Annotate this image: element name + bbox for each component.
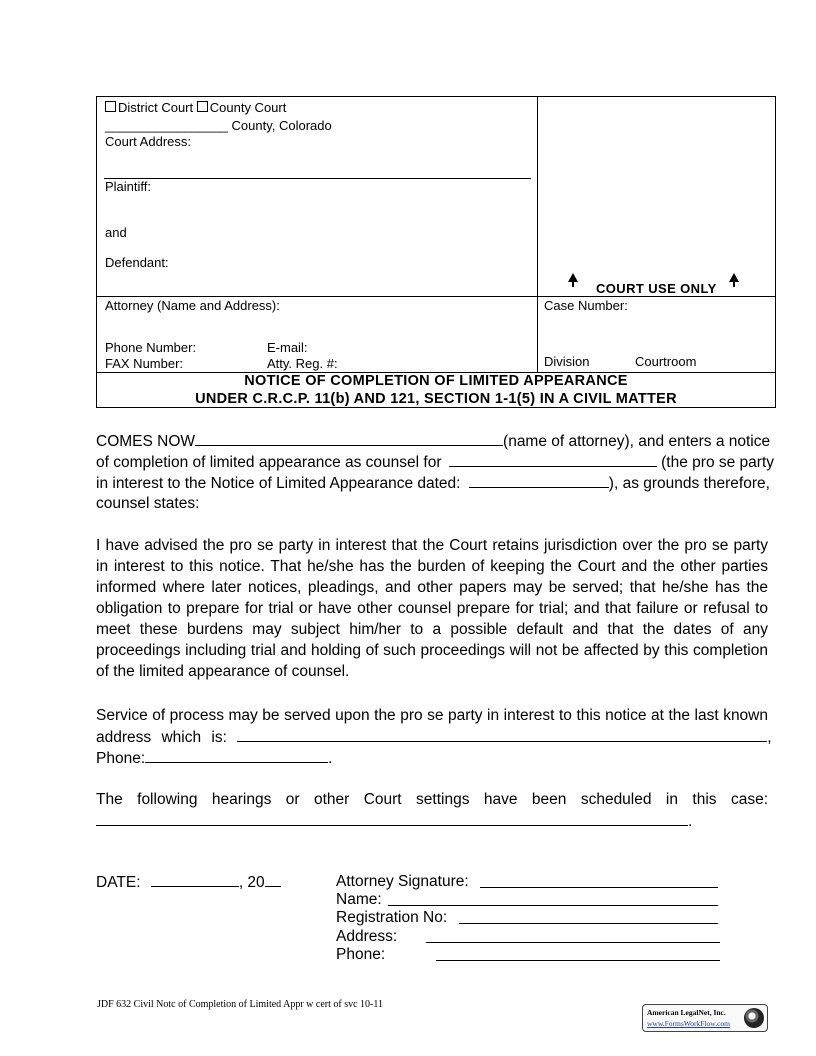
address-line [96, 726, 772, 748]
registration-no-label: Registration No: [336, 909, 448, 926]
email-label: E-mail: [267, 340, 308, 355]
attorney-signature-label: Attorney Signature: [336, 873, 469, 890]
document-title: NOTICE OF COMPLETION OF LIMITED APPEARANCE [244, 373, 628, 389]
courtroom-label: Courtroom [635, 354, 697, 369]
case-caption [96, 96, 776, 408]
address-label: Address: [336, 928, 398, 945]
date-year-prefix: , 20 [238, 874, 265, 891]
logo-url-link[interactable]: www.FormsWorkFlow.com [647, 1019, 731, 1028]
service-line-1: Service of process may be served upon the pro se party in interest to this notice at the last known [96, 707, 768, 724]
comes-now-line [96, 430, 770, 452]
atty-reg-label: Atty. Reg. #: [267, 356, 338, 371]
name-of-attorney-text: (name of attorney), and enters a notice [503, 433, 771, 450]
hearings-period: . [688, 813, 693, 830]
counsel-for-line [96, 451, 774, 473]
pro-se-party-field[interactable] [449, 451, 657, 467]
defendant-label: Defendant: [105, 255, 169, 270]
notice-dated-text: in interest to the Notice of Limited Appearance dated: [96, 475, 461, 492]
attorney-label: Attorney (Name and Address): [105, 298, 280, 313]
caption-divider-vertical [537, 97, 538, 372]
plaintiff-label: Plaintiff: [105, 179, 152, 194]
document-subtitle: UNDER C.R.C.P. 11(b) AND 121, SECTION 1-1(5) IN A CIVIL MATTER [195, 391, 677, 407]
court-address-line [104, 178, 531, 179]
district-court-checkbox[interactable] [105, 101, 116, 112]
court-use-only-label: COURT USE ONLY [596, 281, 717, 296]
notice-date-field[interactable] [469, 472, 609, 488]
up-arrow-icon [729, 273, 739, 282]
county-field[interactable]: _________________ County, Colorado [105, 118, 332, 133]
date-year-field[interactable] [265, 871, 281, 887]
form-id-footer: JDF 632 Civil Notc of Completion of Limited Appr w cert of svc 10-11 [97, 999, 383, 1010]
county-court-label: County Court [209, 100, 287, 115]
attorney-name-field[interactable] [195, 430, 503, 446]
hearings-line: The following hearings or other Court settings have been scheduled in this case: [96, 791, 768, 808]
up-arrow-icon [568, 273, 578, 282]
attorney-signature-field[interactable] [480, 887, 718, 888]
name-label: Name: [336, 891, 382, 908]
caption-divider-1 [97, 296, 775, 297]
pro-se-party-text: (the pro se party [661, 454, 774, 471]
court-type-row [105, 100, 286, 115]
fax-number-label: FAX Number: [105, 356, 184, 371]
date-line [96, 871, 281, 893]
pro-se-phone-field[interactable] [145, 747, 328, 763]
globe-icon [744, 1008, 764, 1028]
date-label: DATE: [96, 874, 141, 891]
last-known-address-field[interactable] [237, 726, 767, 742]
address-which-is-text: address which is: [96, 729, 227, 746]
phone-number-label: Phone Number: [105, 340, 197, 355]
case-number-label: Case Number: [544, 298, 628, 313]
registration-no-field[interactable] [459, 923, 718, 924]
publisher-logo[interactable] [642, 1004, 768, 1032]
jurisdiction-paragraph: I have advised the pro se party in interest that the Court retains jurisdiction over the pro se party in interest to this notice. That he/she has the burden of keeping the Court and the other parties informed where later notices, pleadings, and other papers may be served; that he/she has the obligation to prepare for trial or have other counsel prepare for trial; and that failure or refusal to meet these burdens may subject him/her to a possible default and that the dates of any proceedings including trial and holding of such proceedings will not be affected by this completion of the limited appearance of counsel. [96, 537, 768, 680]
comes-now-text: COMES NOW [96, 433, 196, 450]
phone-period: . [328, 750, 333, 767]
court-address-label: Court Address: [105, 134, 191, 149]
grounds-text: ), as grounds therefore, [608, 475, 770, 492]
district-court-label: District Court [118, 100, 194, 115]
name-field[interactable] [388, 905, 718, 906]
and-label: and [105, 225, 127, 240]
date-day-field[interactable] [151, 871, 239, 887]
counsel-for-text: of completion of limited appearance as counsel for [96, 454, 442, 471]
counsel-states-line: counsel states: [96, 495, 200, 512]
phone-text: Phone: [96, 750, 146, 767]
phone-line [96, 747, 332, 769]
division-label: Division [544, 354, 590, 369]
address-field[interactable] [426, 942, 720, 943]
county-court-checkbox[interactable] [197, 101, 208, 112]
hearings-field-line [96, 810, 692, 832]
address-comma: , [767, 729, 772, 746]
logo-brand: American LegalNet, Inc. [647, 1008, 726, 1017]
phone-label: Phone: [336, 946, 386, 963]
hearings-field[interactable] [96, 810, 688, 826]
phone-field[interactable] [436, 960, 720, 961]
notice-dated-line [96, 472, 770, 494]
